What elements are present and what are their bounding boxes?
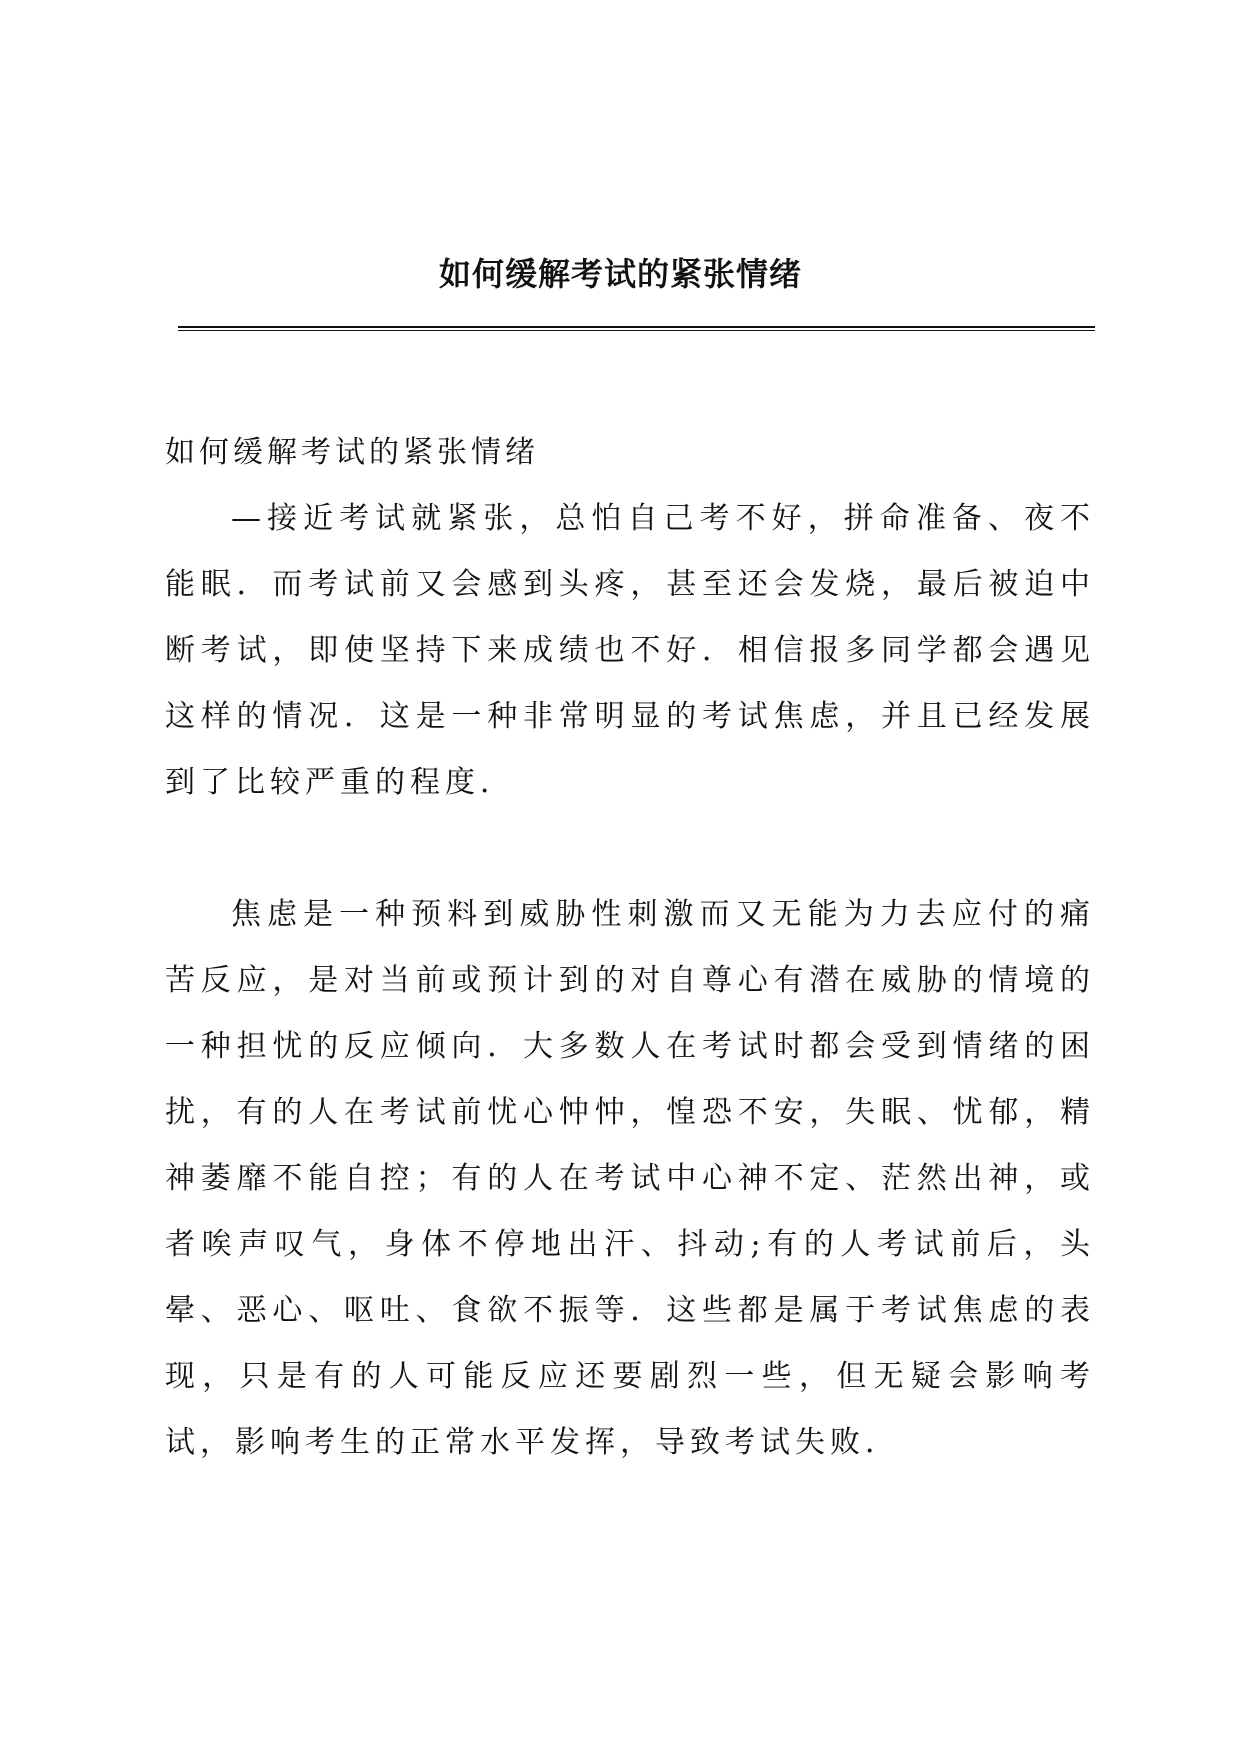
title-divider [178, 326, 1095, 331]
paragraph-1: —接近考试就紧张，总怕自己考不好，拼命准备、夜不能眠．而考试前又会感到头疼，甚至还会发烧，最后被迫中断考试，即使坚持下来成绩也不好．相信报多同学都会遇见这样的情况．这是一种非常明显的考试焦虑，并且已经发展到了比较严重的程度． [165, 501, 1095, 800]
paragraph-2: 焦虑是一种预料到威胁性刺激而又无能为力去应付的痛苦反应，是对当前或预计到的对自尊心有潜在威胁的情境的一种担忧的反应倾向．大多数人在考试时都会受到情绪的困扰，有的人在考试前忧心忡忡，惶恐不安，失眠、忧郁，精神萎靡不能自控；有的人在考试中心神不定、茫然出神，或者唉声叹气，身体不停地出汗、抖动;有的人考试前后，头晕、恶心、呕吐、食欲不振等．这些都是属于考试焦虑的表现，只是有的人可能反应还要剧烈一些，但无疑会影响考试，影响考生的正常水平发挥，导致考试失败． [165, 897, 1095, 1460]
document-title: 如何缓解考试的紧张情绪 [438, 255, 802, 293]
section-heading: 如何缓解考试的紧张情绪 [165, 435, 539, 470]
paragraph-spacer [165, 816, 1095, 882]
document-body [165, 420, 1095, 1476]
